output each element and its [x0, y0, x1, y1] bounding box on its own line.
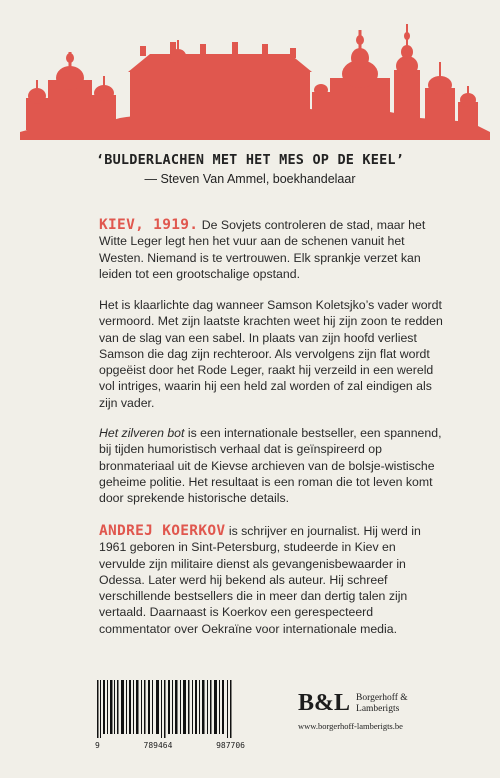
publisher-logo: B&L [298, 690, 351, 716]
quote-text: ‘BULDERLACHEN MET HET MES OP DE KEEL’ [95, 152, 405, 168]
paragraph-text: is schrijver en journalist. Hij werd in 1961 geboren in Sint-Petersburg, studeerde in Kiev en vervulde zijn militaire dienst als gevangenisbewaarder in Odessa. Later werd hij bekend als auteur. Hij schreef verschillende bestsellers die in meer dan dertig talen zijn vertaald. Daarnaast is Koerkov een gerespecteerd commentator over Oekraïne voor internationale media. [99, 524, 421, 636]
publisher-name: Borgerhoff & Lamberigts [356, 692, 408, 714]
quote-attribution: — Steven Van Ammel, boekhandelaar [144, 172, 356, 186]
isbn-digit-group-2: 987706 [216, 741, 245, 750]
paragraph-text: is een internationale bestseller, een spannend, bij tijden humoristisch verhaal dat is geïnspireerd op bronmateriaal uit de Kievse archieven van de bolsje-wistische geheime politie. Het resultaat is een roman die tot leven komt door sprekende historische details. [99, 426, 442, 506]
paragraph-text: De Sovjets controleren de stad, maar het Witte Leger legt hen het vuur aan de schenen vanuit het Westen. Niemand is te vertrouwen. Elk sprankje verzet kan leiden tot een grootschalige opstand. [99, 218, 426, 281]
author-bio [99, 523, 444, 637]
publisher-url: www.borgerhoff-lamberigts.be [298, 721, 403, 731]
synopsis-paragraph-2 [99, 297, 444, 411]
synopsis-paragraph-1 [99, 217, 444, 282]
paragraph-text: Het is klaarlichte dag wanneer Samson Koletsjko’s vader wordt vermoord. Met zijn laatste krachten weet hij zijn zoon te redden van de slag van een sabel. In plaats van zijn hoofd verliest Samson die dag zijn rechteroor. Als vervolgens zijn flat wordt opgeëist door het Rode Leger, raakt hij verzeild in een wereld vol intriges, waarin hij een held zal worden of zal eindigen als zijn vader. [99, 298, 443, 410]
blurb-quote [0, 152, 500, 186]
publisher-block [298, 690, 468, 731]
isbn-digits [95, 741, 245, 750]
synopsis-paragraph-3 [99, 425, 444, 506]
setting-lead: KIEV, 1919. [99, 217, 199, 233]
book-title: Het zilveren bot [99, 426, 185, 440]
isbn-digit-prefix: 9 [95, 741, 100, 750]
isbn-barcode [95, 680, 235, 738]
author-name: ANDREJ KOERKOV [99, 523, 226, 539]
isbn-digit-group-1: 789464 [143, 741, 173, 750]
city-skyline-illustration [0, 0, 500, 140]
